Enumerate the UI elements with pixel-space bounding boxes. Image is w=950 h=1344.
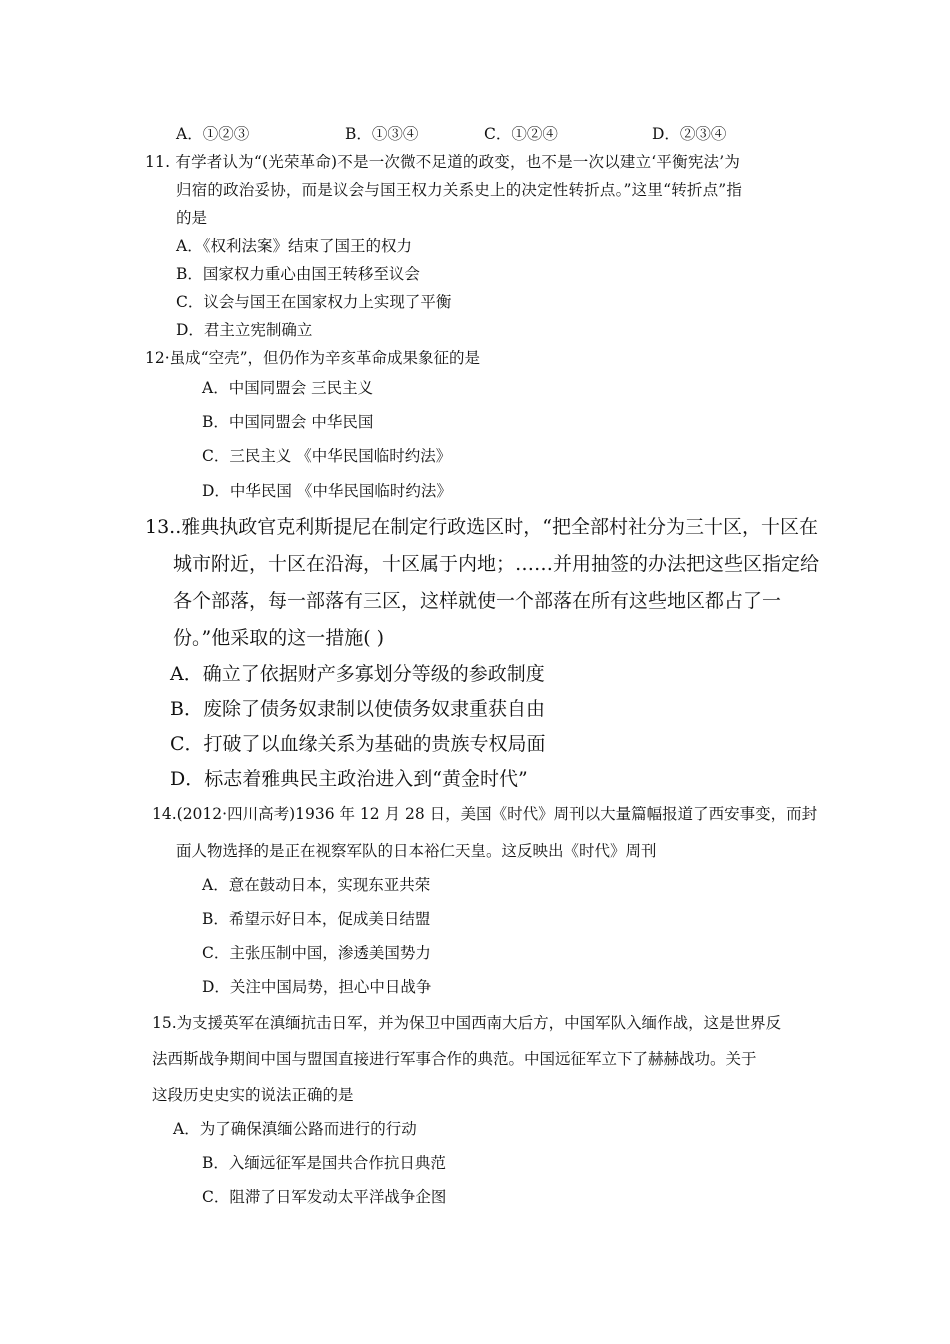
q14-stem-line-2: 面人物选择的是正在视察军队的日本裕仁天皇。这反映出《时代》周刊	[176, 842, 657, 860]
q15-option-b: B．入缅远征军是国共合作抗日典范	[202, 1154, 446, 1172]
q13-option-a: A．确立了依据财产多寡划分等级的参政制度	[170, 663, 545, 685]
q11-stem-line-2: 归宿的政治妥协，而是议会与国王权力关系史上的决定性转折点。”这里“转折点”指	[176, 181, 743, 199]
q15-option-a: A．为了确保滇缅公路而进行的行动	[173, 1120, 417, 1138]
q14-option-d: D．关注中国局势，担心中日战争	[202, 978, 432, 996]
q14-option-a: A．意在鼓动日本，实现东亚共荣	[202, 876, 431, 894]
q13-option-c: C．打破了以血缘关系为基础的贵族专权局面	[170, 733, 546, 755]
q11-stem-line-1: 11. 有学者认为“(光荣革命)不是一次微不足道的政变，也不是一次以建立‘平衡宪法’为	[145, 153, 741, 171]
q14-option-b: B．希望示好日本，促成美日结盟	[202, 910, 431, 928]
q15-stem-line-3: 这段历史史实的说法正确的是	[152, 1086, 354, 1104]
q14-stem-line-1: 14.(2012·四川高考)1936 年 12 月 28 日，美国《时代》周刊以大量篇幅报道了西安事变，而封	[152, 805, 818, 823]
q12-option-b: B．中国同盟会 中华民国	[202, 413, 374, 431]
q10-option-b: B．①③④	[345, 125, 419, 143]
q13-stem-line-2: 城市附近，十区在沿海，十区属于内地；……并用抽签的办法把这些区指定给	[173, 553, 820, 575]
q11-option-b: B．国家权力重心由国王转移至议会	[176, 265, 420, 283]
q12-option-c: C．三民主义 《中华民国临时约法》	[202, 447, 452, 465]
q11-option-d: D．君主立宪制确立	[176, 321, 313, 339]
q12-option-d: D．中华民国 《中华民国临时约法》	[202, 482, 452, 500]
q14-option-c: C．主张压制中国，渗透美国势力	[202, 944, 431, 962]
q13-stem-line-4: 份。”他采取的这一措施( )	[173, 627, 385, 649]
q13-stem-line-1: 13..雅典执政官克利斯提尼在制定行政选区时，“把全部村社分为三十区，十区在	[145, 516, 818, 538]
q13-stem-line-3: 各个部落，每一部落有三区，这样就使一个部落在所有这些地区都占了一	[173, 590, 782, 612]
q12-option-a: A．中国同盟会 三民主义	[202, 379, 374, 397]
q11-option-c: C．议会与国王在国家权力上实现了平衡	[176, 293, 452, 311]
q13-option-b: B．废除了债务奴隶制以使债务奴隶重获自由	[170, 698, 545, 720]
q13-option-d: D．标志着雅典民主政治进入到“黄金时代”	[170, 768, 528, 790]
q15-stem-line-2: 法西斯战争期间中国与盟国直接进行军事合作的典范。中国远征军立下了赫赫战功。关于	[152, 1050, 757, 1068]
q10-option-d: D．②③④	[652, 125, 727, 143]
q11-stem-line-3: 的是	[176, 209, 208, 227]
q15-stem-line-1: 15.为支援英军在滇缅抗击日军，并为保卫中国西南大后方，中国军队入缅作战，这是世界反	[152, 1014, 782, 1032]
q11-option-a: A．《权利法案》结束了国王的权力	[176, 237, 412, 255]
q10-option-a: A．①②③	[176, 125, 250, 143]
q15-option-c: C．阻滞了日军发动太平洋战争企图	[202, 1188, 447, 1206]
q12-stem: 12·虽成“空壳”，但仍作为辛亥革命成果象征的是	[145, 349, 480, 367]
q10-option-c: C．①②④	[484, 125, 558, 143]
